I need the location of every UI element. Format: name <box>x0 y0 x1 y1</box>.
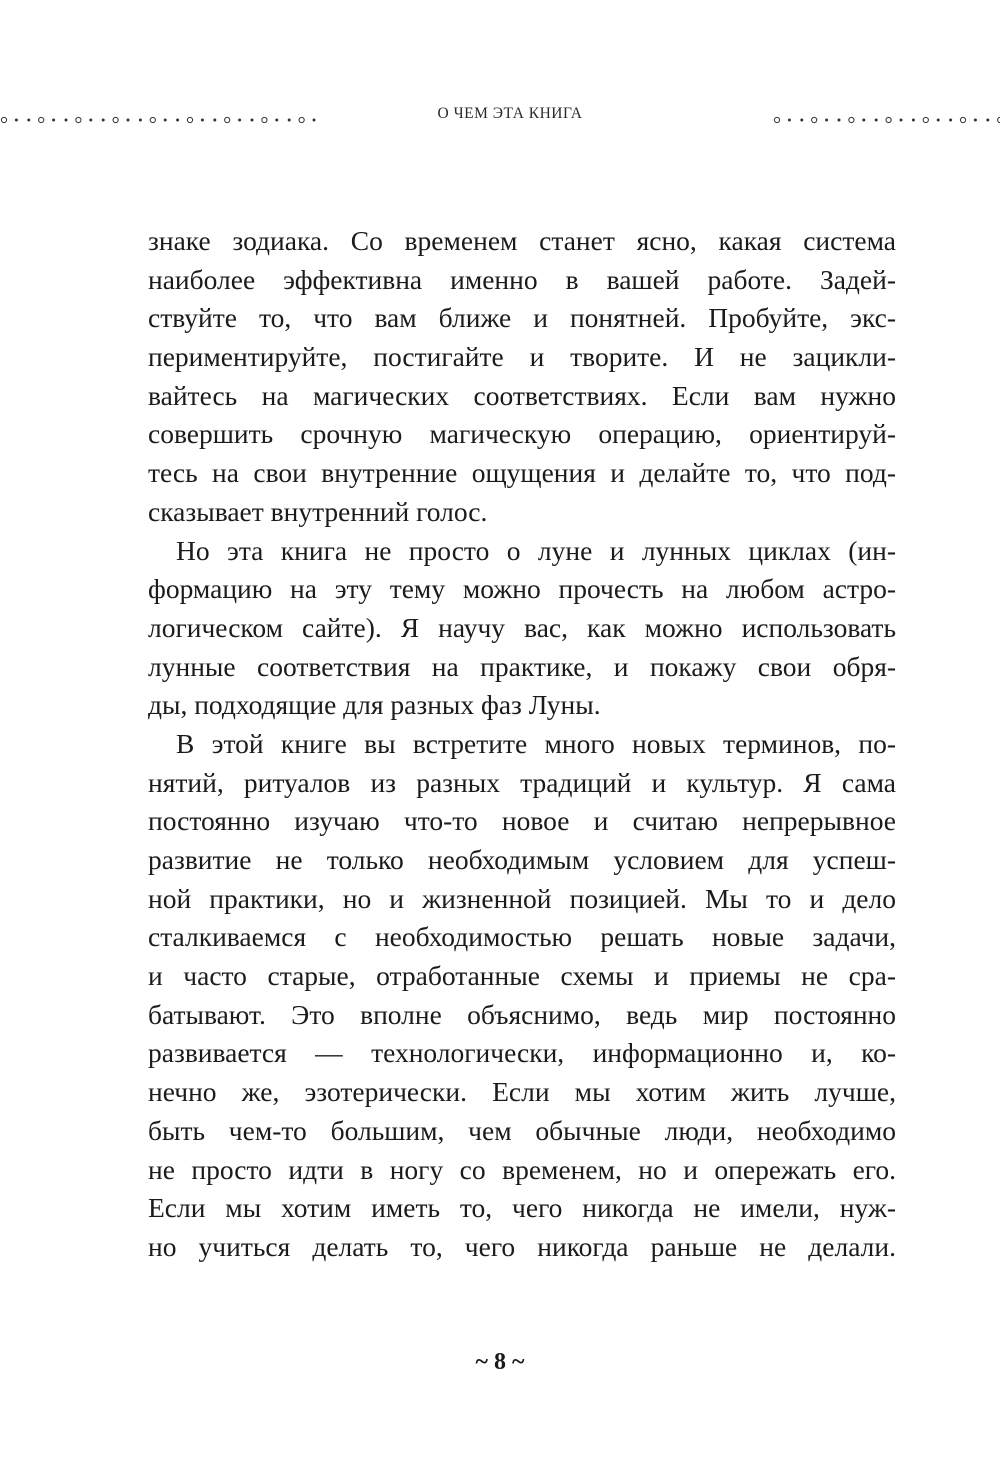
text-line: В этой книге вы встретите много новых терминов, по- <box>176 727 896 759</box>
text-line: ствуйте то, что вам ближе и понятней. Пробуйте, экс- <box>148 302 896 334</box>
text-line: нятий, ритуалов из разных традиций и культур. Я сама <box>148 766 896 798</box>
ornament-dot <box>313 119 316 122</box>
text-line: быть чем-то большим, чем обычные люди, необходимо <box>148 1114 896 1146</box>
text-line: лунные соответствия на практике, и покажу свои обря- <box>148 650 896 682</box>
text-line: сказывает внутренний голос. <box>148 495 488 527</box>
text-line: наиболее эффективна именно в вашей работе. Задей- <box>148 263 896 295</box>
text-line: и часто старые, отработанные схемы и приемы не сра- <box>148 960 896 992</box>
ornament-dot <box>949 119 952 122</box>
text-line: совершить срочную магическую операцию, ориентируй- <box>148 418 896 450</box>
ornament-dot <box>960 117 965 122</box>
paragraph <box>148 725 896 1267</box>
text-line: постоянно изучаю что-то новое и считаю непрерывное <box>148 805 896 837</box>
ornament-dot <box>875 119 878 122</box>
ornament-dot <box>788 119 791 122</box>
text-line: знаке зодиака. Со временем станет ясно, какая система <box>148 225 896 256</box>
ornament-dot <box>838 119 841 122</box>
text-line: ной практики, но и жизненной позицией. Мы то и дело <box>148 882 896 914</box>
ornament-dot <box>89 119 92 122</box>
ornament-dots-left <box>0 114 320 126</box>
ornament-dot <box>774 117 779 122</box>
ornament-dot <box>150 117 155 122</box>
text-line: ды, подходящие для разных фаз Луны. <box>148 689 601 721</box>
ornament-dot <box>127 119 130 122</box>
text-line: но учиться делать то, чего никогда раньше не делали. <box>148 1230 896 1262</box>
ornament-dot <box>923 117 928 122</box>
page-number: ~ 8 ~ <box>475 1349 525 1375</box>
ornament-dot <box>262 117 267 122</box>
ornament-dot <box>15 119 18 122</box>
ornament-dot <box>176 119 179 122</box>
ornament-dots-right <box>742 114 1000 126</box>
text-line: вайтесь на магических соответствиях. Если вам нужно <box>148 379 896 411</box>
ornament-dot <box>76 117 81 122</box>
text-line: формацию на эту тему можно прочесть на любом астро- <box>148 573 896 605</box>
ornament-dot <box>187 117 192 122</box>
ornament-dot <box>201 119 204 122</box>
paragraph <box>148 222 896 532</box>
text-line: батывают. Это вполне объяснимо, ведь мир постоянно <box>148 998 896 1030</box>
ornament-dot <box>102 119 105 122</box>
running-title: О ЧЕМ ЭТА КНИГА <box>437 105 583 122</box>
text-line: тесь на свои внутренние ощущения и делайте то, что под- <box>148 457 896 489</box>
ornament-dot <box>288 119 291 122</box>
text-line: периментируйте, постигайте и творите. И не зацикли- <box>148 341 896 373</box>
ornament-dot <box>65 119 68 122</box>
body-text <box>148 222 896 1267</box>
ornament-dot <box>974 119 977 122</box>
text-line: Но эта книга не просто о луне и лунных циклах (ин- <box>176 534 896 566</box>
text-line: нечно же, эзотерически. Если мы хотим жить лучше, <box>148 1076 896 1108</box>
ornament-dot <box>27 119 30 122</box>
text-line: Если мы хотим иметь то, чего никогда не имели, нуж- <box>148 1192 896 1224</box>
ornament-dot <box>52 119 55 122</box>
text-line: развивается — технологически, информационно и, ко- <box>148 1037 896 1069</box>
ornament-dot <box>164 119 167 122</box>
ornament-dot <box>912 119 915 122</box>
text-line: развитие не только необходимым условием для успеш- <box>148 844 896 875</box>
ornament-dot <box>900 119 903 122</box>
ornament-dot <box>825 119 828 122</box>
ornament-dot <box>225 117 230 122</box>
ornament-dot <box>113 117 118 122</box>
ornament-dot <box>862 119 865 122</box>
ornament-dot <box>139 119 142 122</box>
ornament-dot <box>1 117 6 122</box>
ornament-dot <box>275 119 278 122</box>
ornament-dot <box>213 119 216 122</box>
ornament-dot <box>986 119 989 122</box>
ornament-dot <box>39 117 44 122</box>
text-line: не просто идти в ногу со временем, но и опережать его. <box>148 1153 896 1185</box>
ornament-dot <box>849 117 854 122</box>
ornament-dot <box>299 117 304 122</box>
ornament-dot <box>812 117 817 122</box>
ornament-dot <box>238 119 241 122</box>
ornament-dot <box>251 119 254 122</box>
text-line: сталкиваемся с необходимостью решать новые задачи, <box>148 921 896 953</box>
ornament-dot <box>800 119 803 122</box>
ornament-dot <box>886 117 891 122</box>
paragraph <box>148 532 896 725</box>
text-line: логическом сайте). Я научу вас, как можно использовать <box>148 611 896 643</box>
running-head <box>0 100 1000 136</box>
ornament-dot <box>937 119 940 122</box>
